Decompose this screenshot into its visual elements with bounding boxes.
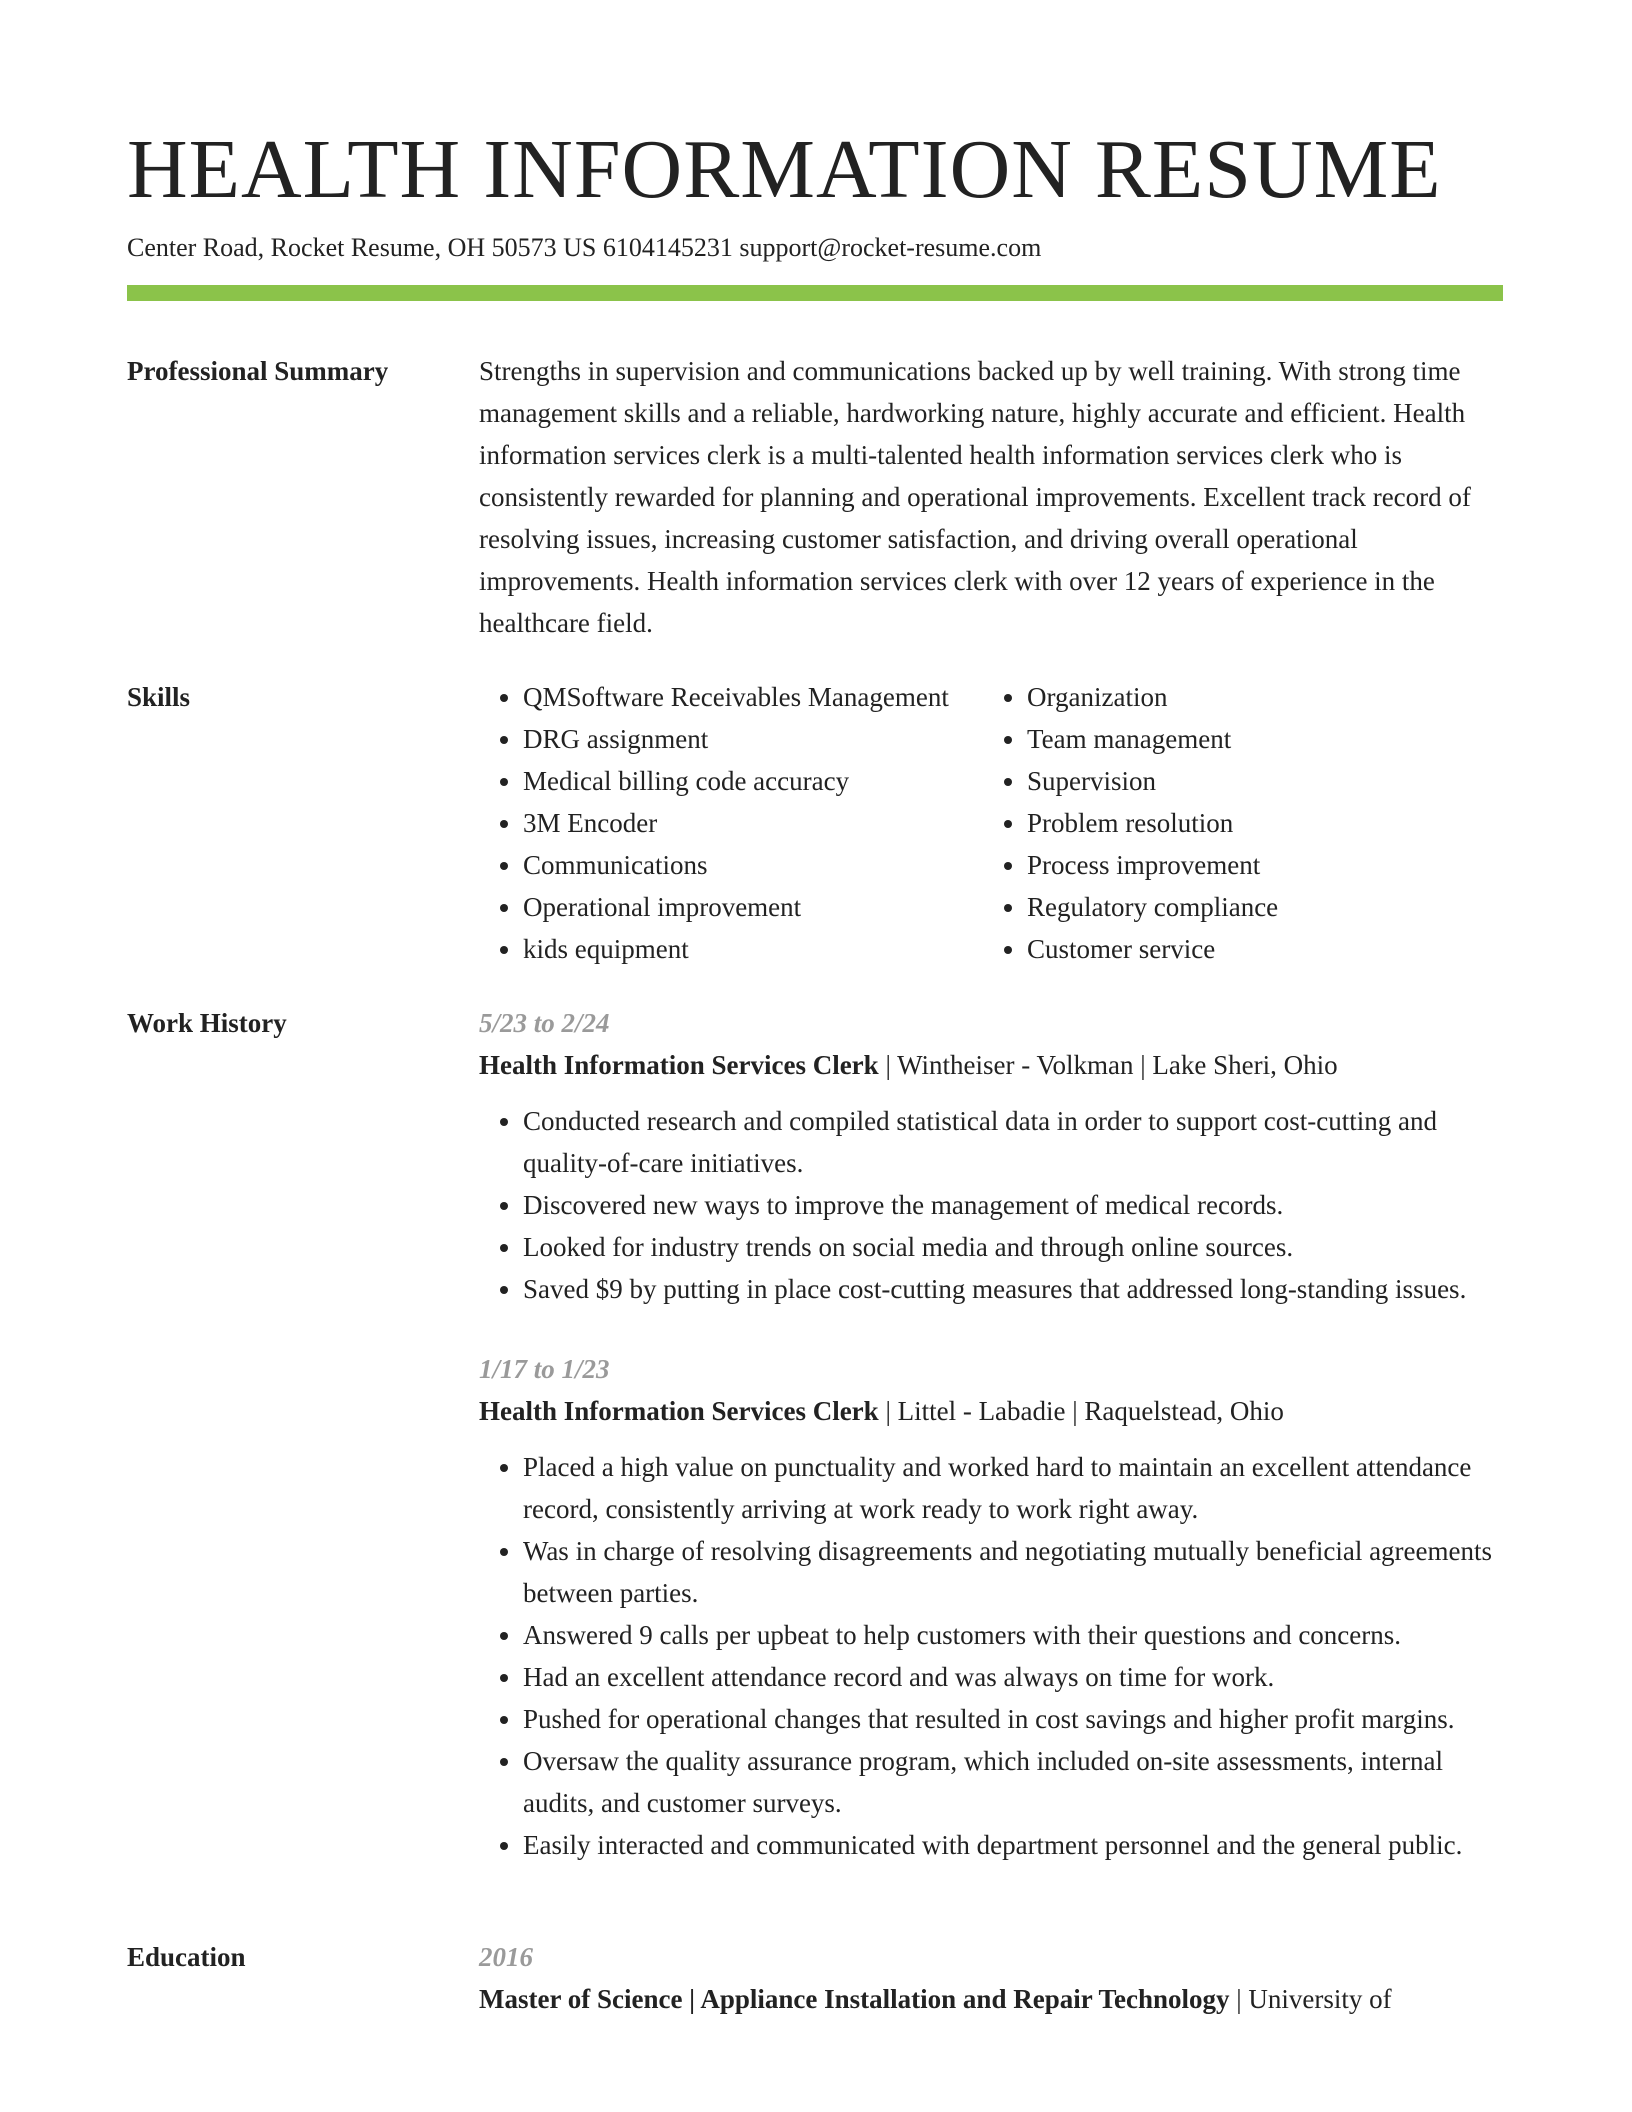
job-entry — [479, 1348, 1503, 1866]
section-label-education: Education — [127, 1942, 246, 1972]
section-work-history — [127, 1002, 1503, 1904]
skills-list-right — [983, 676, 1487, 970]
job-bullet: • Conducted research and compiled statistical data in order to support cost-cutting and quality-of-care initiatives. — [523, 1100, 1503, 1184]
job-date: 5/23 to 2/24 — [479, 1008, 610, 1038]
section-label-skills: Skills — [127, 682, 191, 712]
skill-item: • 3M Encoder — [523, 802, 983, 844]
education-heading — [479, 1978, 1503, 2020]
section-skills — [127, 676, 1503, 970]
section-professional-summary — [127, 350, 1503, 644]
section-label-summary: Professional Summary — [127, 356, 389, 386]
resume-sections — [127, 350, 1503, 2052]
summary-text: Strengths in supervision and communications backed up by well training. With strong time management skills and a reliable, hardworking nature, highly accurate and efficient. Health information services clerk is a multi-talented health information services clerk who is consistently rewarded for planning and operational improvements. Excellent track record of resolving issues, increasing customer satisfaction, and driving overall operational improvements. Health information services clerk with over 12 years of experience in the healthcare field. — [479, 356, 1471, 638]
job-bullets — [479, 1446, 1503, 1866]
job-heading — [479, 1390, 1503, 1432]
section-label-work: Work History — [127, 1008, 287, 1038]
skill-item: • Supervision — [1027, 760, 1487, 802]
job-bullet: • Was in charge of resolving disagreements and negotiating mutually beneficial agreements between parties. — [523, 1530, 1503, 1614]
skill-item: • Operational improvement — [523, 886, 983, 928]
contact-info: Center Road, Rocket Resume, OH 50573 US 6104145231 support@rocket-resume.com — [127, 233, 1042, 262]
job-bullet: • Oversaw the quality assurance program, which included on-site assessments, internal audits, and customer surveys. — [523, 1740, 1503, 1824]
skill-item: • QMSoftware Receivables Management — [523, 676, 983, 718]
skill-item: • Communications — [523, 844, 983, 886]
resume-title: HEALTH INFORMATION RESUME — [127, 123, 1442, 216]
job-title: Health Information Services Clerk — [479, 1396, 879, 1426]
job-bullet: • Had an excellent attendance record and was always on time for work. — [523, 1656, 1503, 1698]
skill-item: • Customer service — [1027, 928, 1487, 970]
education-degree: Master of Science | Appliance Installation and Repair Technology — [479, 1984, 1230, 2014]
job-bullet: • Answered 9 calls per upbeat to help customers with their questions and concerns. — [523, 1614, 1503, 1656]
education-details: | University of — [1229, 1984, 1392, 2014]
skill-item: • DRG assignment — [523, 718, 983, 760]
skills-body — [479, 676, 1503, 970]
accent-divider — [127, 285, 1503, 301]
job-details: | Wintheiser - Volkman | Lake Sheri, Ohio — [878, 1050, 1338, 1080]
skill-item: • Medical billing code accuracy — [523, 760, 983, 802]
section-education — [127, 1936, 1503, 2020]
work-body — [479, 1002, 1503, 1904]
job-bullets — [479, 1100, 1503, 1310]
job-heading — [479, 1044, 1503, 1086]
job-details: | Littel - Labadie | Raquelstead, Ohio — [878, 1396, 1284, 1426]
skill-item: • kids equipment — [523, 928, 983, 970]
skill-item: • Organization — [1027, 676, 1487, 718]
skill-item: • Process improvement — [1027, 844, 1487, 886]
job-title: Health Information Services Clerk — [479, 1050, 879, 1080]
skill-item: • Team management — [1027, 718, 1487, 760]
skill-item: • Regulatory compliance — [1027, 886, 1487, 928]
education-body — [479, 1936, 1503, 2020]
job-bullet: • Saved $9 by putting in place cost-cutting measures that addressed long-standing issues. — [523, 1268, 1503, 1310]
education-date: 2016 — [479, 1942, 533, 1972]
summary-body — [479, 350, 1503, 644]
job-bullet: • Pushed for operational changes that resulted in cost savings and higher profit margins. — [523, 1698, 1503, 1740]
job-bullet: • Looked for industry trends on social media and through online sources. — [523, 1226, 1503, 1268]
skills-list-left — [479, 676, 983, 970]
job-bullet: • Easily interacted and communicated with department personnel and the general public. — [523, 1824, 1503, 1866]
skill-item: • Problem resolution — [1027, 802, 1487, 844]
job-bullet: • Placed a high value on punctuality and worked hard to maintain an excellent attendance record, consistently arriving at work ready to work right away. — [523, 1446, 1503, 1530]
job-date: 1/17 to 1/23 — [479, 1354, 610, 1384]
job-bullet: • Discovered new ways to improve the management of medical records. — [523, 1184, 1503, 1226]
job-entry — [479, 1002, 1503, 1310]
